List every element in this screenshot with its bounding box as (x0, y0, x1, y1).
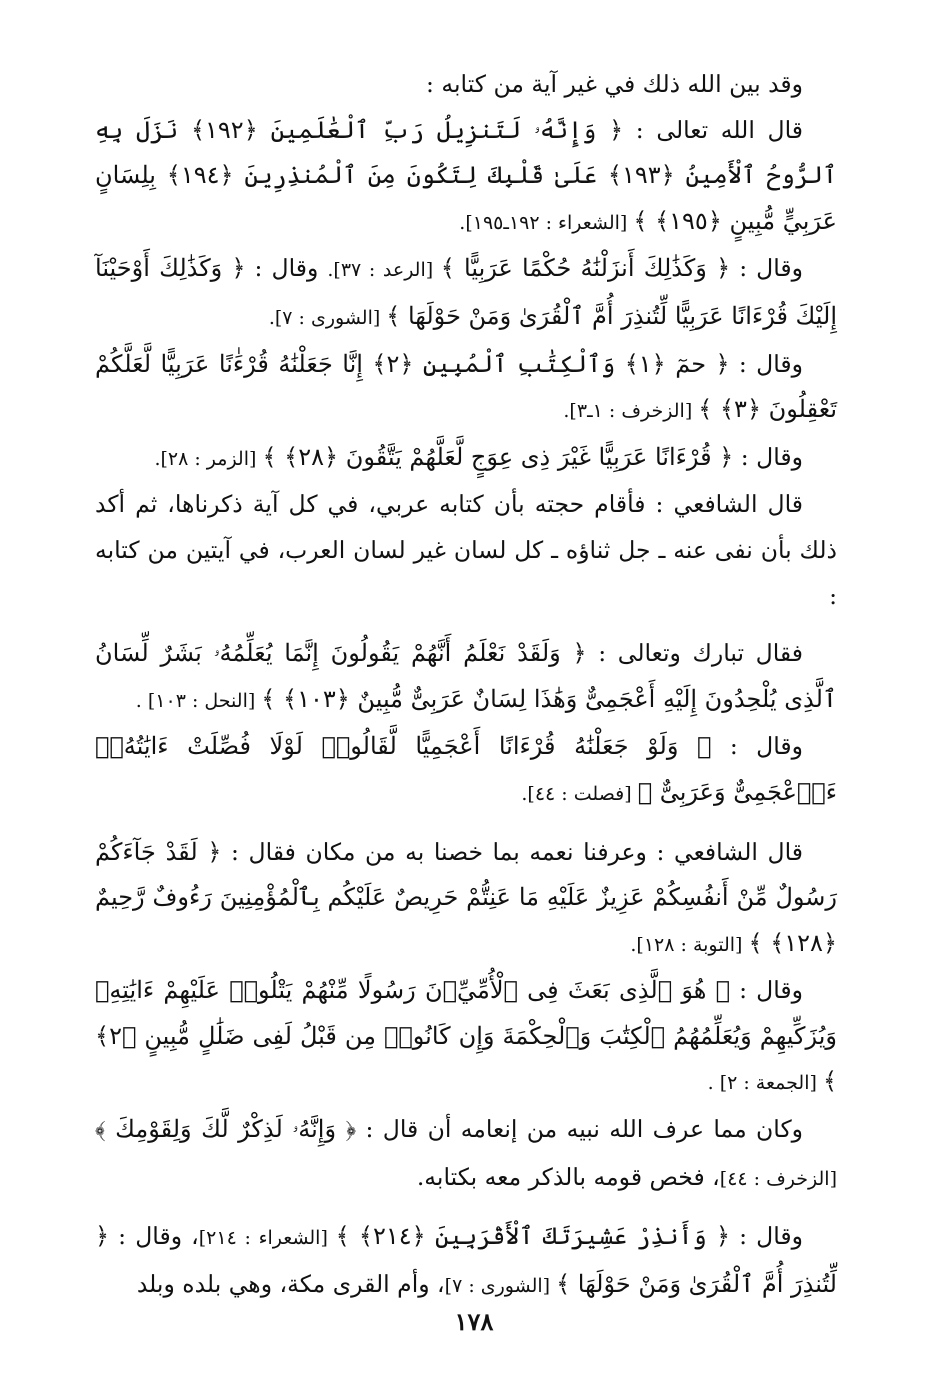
prose-text: وقد بين الله ذلك في غير آية من كتابه : (426, 70, 803, 98)
quran-verse: ﴿ قُرْءَانًا عَرَبِيًّا غَيْرَ ذِى عِوَجٍ لَّعَلَّهُمْ يَتَّقُونَ ﴿٢٨﴾ ﴾ (262, 442, 734, 471)
prose-text: وقال : (733, 442, 803, 471)
prose-text: ، وقال : (109, 1222, 199, 1251)
quran-verse: ﴿ وَلَوْ جَعَلْنَٰهُ قُرْءَانًا أَعْجَمِيًّا لَّقَالُوا۟ لَوْلَا فُصِّلَتْ ءَايَٰتُهُۥٓ ءَا۬عْجَمِىٌّ وَعَرَبِىٌّ ﴾ (95, 732, 837, 806)
quran-verse: ﴿ وَكَذَٰلِكَ أَوْحَيْنَآ إِلَيْكَ قُرْءَانًا عَرَبِيًّا لِّتُنذِرَ أُمَّ ٱلْقُرَىٰ وَمَنْ حَوْلَهَا ﴾ (95, 254, 837, 330)
quran-verse: ﴿ حمٓ ﴿١﴾ وَٱلْكِتَٰبِ ٱلْمُبِينِ ﴿٢﴾ إِنَّا جَعَلْنَٰهُ قُرْءَٰنًا عَرَبِيًّا لَّعَلَّكُمْ تَعْقِلُونَ ﴿٣﴾ ﴾ (95, 349, 837, 424)
quran-verse: ﴿ وَإِنَّهُۥ لَذِكْرٌ لَّكَ وَلِقَوْمِكَ ﴾ (95, 1115, 357, 1144)
prose-text: قال الله تعالى : (623, 115, 803, 144)
prose-text: وقال : (730, 976, 803, 1005)
page-number: ١٧٨ (454, 1307, 494, 1336)
verse-reference: [الشعراء : ١٩٢ـ١٩٥]. (459, 211, 634, 234)
paragraph (95, 1107, 837, 1202)
body-text (95, 62, 837, 1309)
prose-text: وقال : (730, 254, 803, 283)
paragraph (95, 108, 837, 247)
prose-text: وكان مما عرف الله نبيه من إنعامه أن قال : (356, 1115, 803, 1144)
prose-text: قال الشافعي : فأقام حجته بأن كتابه عربي، في كل آية ذكرناها، ثم أكد ذلك بأن نفى عنه ـ جل ثناؤه ـ كل لسان غير لسان العرب، في آيتين من كتابه : (95, 490, 837, 610)
prose-text: قال الشافعي : وعرفنا نعمه بما خصنا به من مكان فقال : (221, 837, 804, 866)
prose-text: ، وأم القرى مكة، وهي بلده وبلد (136, 1269, 445, 1298)
prose-text: فقال تبارك وتعالى : (586, 639, 803, 668)
paragraph (95, 482, 837, 619)
prose-text: وقال : (730, 1222, 803, 1251)
verse-reference: [الشعراء : ٢١٤] (198, 1227, 336, 1250)
verse-reference: [الزمر : ٢٨]. (154, 447, 263, 470)
verse-reference: [الجمعة : ٢] . (707, 1072, 823, 1095)
prose-text: ، فخص قومه بالذكر معه بكتابه. (416, 1162, 720, 1191)
paragraph (95, 830, 837, 969)
paragraph (95, 631, 837, 724)
prose-text: وقال : (729, 349, 803, 378)
quran-verse: ﴿ وَإِنَّهُۥ لَتَنزِيلُ رَبِّ ٱلْعَٰلَمِينَ ﴿١٩٢﴾ نَزَلَ بِهِ ٱلرُّوحُ ٱلْأَمِينُ ﴿١٩٣﴾ عَلَىٰ قَلْبِكَ لِتَكُونَ مِنَ ٱلْمُنذِرِينَ ﴿١٩٤﴾ بِلِسَانٍ عَرَبِيٍّ مُّبِينٍ ﴿١٩٥﴾ ﴾ (95, 115, 837, 235)
verse-reference: [التوبة : ١٢٨]. (630, 933, 749, 956)
paragraph (95, 246, 837, 341)
prose-text: وقال : (245, 254, 328, 283)
paragraph (95, 62, 837, 108)
verse-reference: [النحل : ١٠٣] . (135, 689, 262, 712)
prose-text: وقال : (711, 732, 803, 761)
paragraph (95, 968, 837, 1107)
verse-reference: [الزخرف : ١ـ٣]. (563, 400, 699, 423)
quran-verse: ﴿ وَكَذَٰلِكَ أَنزَلْنَٰهُ حُكْمًا عَرَبِيًّا ﴾ (440, 254, 731, 283)
quran-verse: ﴿ لَقَدْ جَآءَكُمْ رَسُولٌ مِّنْ أَنفُسِكُمْ عَزِيزٌ عَلَيْهِ مَا عَنِتُّمْ حَرِيصٌ عَلَيْكُم بِٱلْمُؤْمِنِينَ رَءُوفٌ رَّحِيمٌ ﴿١٢٨﴾ ﴾ (95, 837, 837, 957)
verse-reference: [الشورى : ٧] (444, 1274, 557, 1297)
quran-verse: ﴿ هُوَ ٱلَّذِى بَعَثَ فِى ٱلْأُمِّيِّۦنَ رَسُولًا مِّنْهُمْ يَتْلُوا۟ عَلَيْهِمْ ءَايَٰتِهِۦ وَيُزَكِّيهِمْ وَيُعَلِّمُهُمُ ٱلْكِتَٰبَ وَٱلْحِكْمَةَ وَإِن كَانُوا۟ مِن قَبْلُ لَفِى ضَلَٰلٍ مُّبِينٍ ﴿٢﴾ ﴾ (95, 976, 837, 1096)
verse-reference: [الرعد : ٣٧]. (327, 259, 441, 282)
paragraph (95, 342, 837, 435)
quran-verse: ﴿ لِّتُنذِرَ أُمَّ ٱلْقُرَىٰ وَمَنْ حَوْلَهَا ﴾ (95, 1222, 837, 1298)
verse-reference: [فصلت : ٤٤]. (521, 782, 638, 805)
verse-reference: [الزخرف : ٤٤] (719, 1167, 837, 1190)
paragraph (95, 1214, 837, 1309)
quran-verse: ﴿ وَأَنذِرْ عَشِيرَتَكَ ٱلْأَقْرَبِينَ ﴿٢١٤﴾ ﴾ (335, 1222, 731, 1251)
paragraph (95, 435, 837, 483)
quran-verse: ﴿ وَلَقَدْ نَعْلَمُ أَنَّهُمْ يَقُولُونَ إِنَّمَا يُعَلِّمُهُۥ بَشَرٌ لِّسَانُ ٱلَّذِى يُلْحِدُونَ إِلَيْهِ أَعْجَمِىٌّ وَهَٰذَا لِسَانٌ عَرَبِىٌّ مُّبِينٌ ﴿١٠٣﴾ ﴾ (95, 639, 837, 713)
paragraph (95, 724, 837, 817)
verse-reference: [الشورى : ٧]. (268, 306, 387, 329)
